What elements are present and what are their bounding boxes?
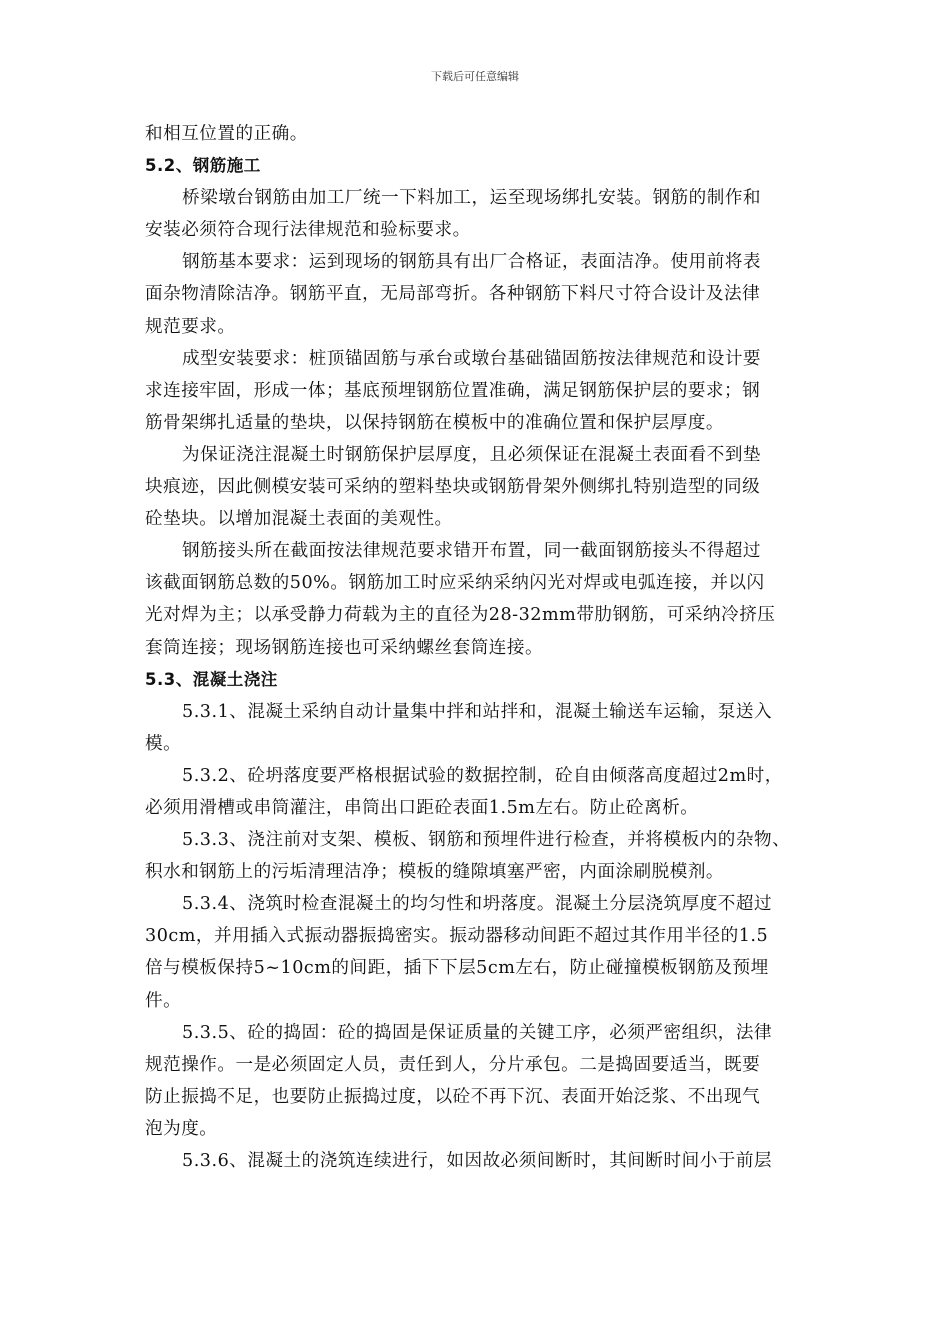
text-line: 5.3.1、混凝土采纳自动计量集中拌和站拌和，混凝土输送车运输，泵送入 bbox=[182, 701, 773, 722]
text-line: 套筒连接；现场钢筋连接也可采纳螺丝套筒连接。 bbox=[145, 637, 544, 658]
text-line: 5.3.3、浇注前对支架、模板、钢筋和预埋件进行检查，并将模板内的杂物、 bbox=[182, 830, 791, 851]
text-line: 积水和钢筋上的污垢清理洁净；模板的缝隙填塞严密，内面涂刷脱模剂。 bbox=[145, 862, 725, 883]
text-line: 5.3.5、砼的捣固：砼的捣固是保证质量的关键工序，必须严密组织，法律 bbox=[182, 1022, 773, 1043]
text-line: 和相互位置的正确。 bbox=[145, 124, 308, 144]
text-line: 必须用滑槽或串筒灌注，串筒出口距砼表面1.5m左右。防止砼离析。 bbox=[145, 797, 699, 818]
text-line: 成型安装要求：桩顶锚固筋与承台或墩台基础锚固筋按法律规范和设计要 bbox=[182, 348, 762, 369]
section-heading: 5.3、混凝土浇注 bbox=[145, 669, 278, 689]
text-line: 面杂物清除洁净。钢筋平直，无局部弯折。各种钢筋下料尺寸符合设计及法律 bbox=[145, 284, 761, 305]
text-line: 规范操作。一是必须固定人员，责任到人，分片承包。二是捣固要适当，既要 bbox=[145, 1054, 761, 1075]
text-line: 求连接牢固，形成一体；基底预埋钢筋位置准确，满足钢筋保护层的要求；钢 bbox=[145, 380, 761, 401]
text-line: 泡为度。 bbox=[145, 1118, 218, 1139]
text-line: 钢筋基本要求：运到现场的钢筋具有出厂合格证，表面洁净。使用前将表 bbox=[182, 252, 762, 273]
section-heading: 5.2、钢筋施工 bbox=[145, 156, 261, 176]
text-line: 30cm，并用插入式振动器振捣密实。振动器移动间距不超过其作用半径的1.5 bbox=[145, 926, 769, 947]
text-line: 桥梁墩台钢筋由加工厂统一下料加工，运至现场绑扎安装。钢筋的制作和 bbox=[182, 188, 762, 209]
text-line: 钢筋接头所在截面按法律规范要求错开布置，同一截面钢筋接头不得超过 bbox=[182, 541, 762, 562]
page-header: 下载后可任意编辑 bbox=[431, 70, 519, 83]
document-body bbox=[145, 118, 825, 1177]
text-line: 砼垫块。以增加混凝土表面的美观性。 bbox=[145, 509, 453, 530]
text-line: 规范要求。 bbox=[145, 316, 236, 337]
text-line: 5.3.6、混凝土的浇筑连续进行，如因故必须间断时，其间断时间小于前层 bbox=[182, 1151, 773, 1171]
text-line: 筋骨架绑扎适量的垫块，以保持钢筋在模板中的准确位置和保护层厚度。 bbox=[145, 412, 725, 433]
text-line: 倍与模板保持5~10cm的间距，插下下层5cm左右，防止碰撞模板钢筋及预埋 bbox=[145, 958, 769, 979]
text-line: 5.3.4、浇筑时检查混凝土的均匀性和坍落度。混凝土分层浇筑厚度不超过 bbox=[182, 894, 773, 915]
text-line: 防止振捣不足，也要防止振捣过度，以砼不再下沉、表面开始泛浆、不出现气 bbox=[145, 1086, 761, 1107]
text-line: 该截面钢筋总数的50%。钢筋加工时应采纳采纳闪光对焊或电弧连接，并以闪 bbox=[145, 573, 765, 594]
text-line: 块痕迹，因此侧模安装可采纳的塑料垫块或钢筋骨架外侧绑扎特别造型的同级 bbox=[145, 477, 761, 498]
text-line: 件。 bbox=[145, 990, 182, 1011]
text-line: 光对焊为主；以承受静力荷载为主的直径为28-32mm带肋钢筋，可采纳冷挤压 bbox=[145, 605, 776, 626]
text-line: 安装必须符合现行法律规范和验标要求。 bbox=[145, 220, 471, 241]
text-line: 模。 bbox=[145, 733, 182, 754]
text-line: 5.3.2、砼坍落度要严格根据试验的数据控制，砼自由倾落高度超过2m时， bbox=[182, 765, 783, 786]
text-line: 为保证浇注混凝土时钢筋保护层厚度，且必须保证在混凝土表面看不到垫 bbox=[182, 444, 762, 465]
